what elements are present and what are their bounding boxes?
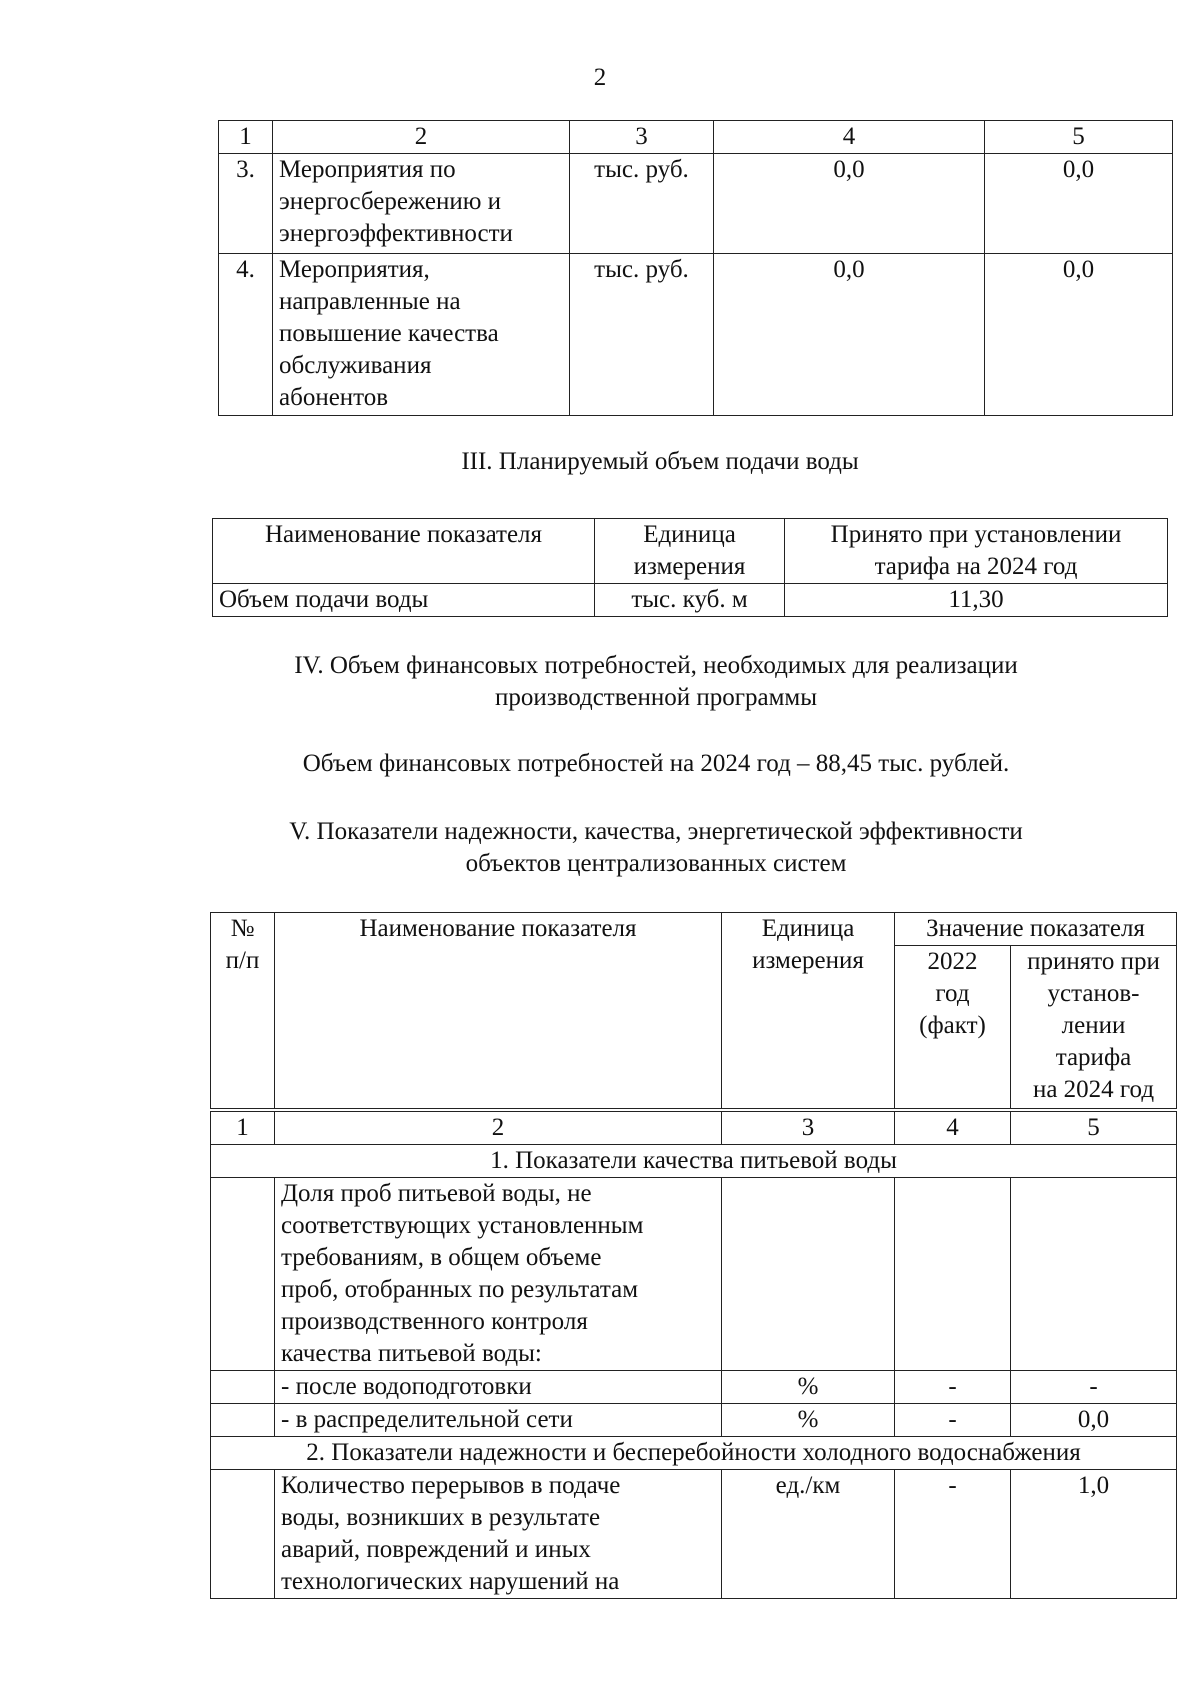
- row-value: 0,0: [985, 154, 1173, 254]
- row-value: -: [895, 1403, 1011, 1436]
- col-number: 3: [570, 121, 714, 154]
- table-row: [211, 1177, 1177, 1370]
- row-value: 0,0: [985, 254, 1173, 416]
- section-4-title: IV. Объем финансовых потребностей, необходимых для реализации производственной программы: [294, 652, 1018, 711]
- group-title: 1. Показатели качества питьевой воды: [211, 1144, 1177, 1177]
- header-num: № п/п: [211, 913, 275, 1110]
- section-3-title: III. Планируемый объем подачи воды: [461, 448, 859, 475]
- row-name: Объем подачи воды: [213, 584, 595, 617]
- table-header-row: [211, 913, 1177, 946]
- row-number: [211, 1370, 275, 1403]
- row-value: 11,30: [785, 584, 1168, 617]
- col-number: 3: [722, 1110, 895, 1145]
- col-number: 5: [985, 121, 1173, 154]
- group-row: [211, 1436, 1177, 1469]
- col-number: 4: [714, 121, 985, 154]
- activities-table: [218, 120, 1173, 416]
- water-volume-table: [212, 518, 1168, 617]
- row-name: Доля проб питьевой воды, не соответствующих установленным требованиям, в общем объеме проб, отобранных по результатам производственного контроля качества питьевой воды:: [275, 1177, 722, 1370]
- header-name: Наименование показателя: [275, 913, 722, 1110]
- header-name: Наименование показателя: [213, 519, 595, 584]
- section-4-text: Объем финансовых потребностей на 2024 год – 88,45 тыс. рублей.: [302, 750, 1010, 777]
- table-row: [219, 154, 1173, 254]
- row-number: 4.: [219, 254, 273, 416]
- row-unit: %: [722, 1403, 895, 1436]
- header-unit: Единица измерения: [722, 913, 895, 1110]
- row-unit: [722, 1177, 895, 1370]
- row-unit: тыс. руб.: [570, 154, 714, 254]
- col-number: 5: [1011, 1110, 1177, 1145]
- section-5-title: V. Показатели надежности, качества, энергетической эффективности объектов централизованных систем: [289, 818, 1023, 877]
- header-value: Принято при установлении тарифа на 2024 год: [785, 519, 1168, 584]
- col-numbers-row: [211, 1110, 1177, 1145]
- row-name: - после водоподготовки: [275, 1370, 722, 1403]
- table-row: [213, 584, 1168, 617]
- table-row: [211, 1370, 1177, 1403]
- row-name: Мероприятия по энергосбережению и энергоэффективности: [273, 154, 570, 254]
- row-number: 3.: [219, 154, 273, 254]
- col-number: 4: [895, 1110, 1011, 1145]
- header-fact: 2022 год (факт): [895, 946, 1011, 1110]
- table-row: [219, 254, 1173, 416]
- header-value: Значение показателя: [895, 913, 1177, 946]
- indicators-table: [210, 912, 1177, 1599]
- col-number: 1: [211, 1110, 275, 1145]
- row-value: 0,0: [714, 254, 985, 416]
- row-value: 0,0: [714, 154, 985, 254]
- row-number: [211, 1177, 275, 1370]
- row-value: 1,0: [1011, 1469, 1177, 1598]
- row-name: - в распределительной сети: [275, 1403, 722, 1436]
- row-unit: %: [722, 1370, 895, 1403]
- col-number: 1: [219, 121, 273, 154]
- row-number: [211, 1403, 275, 1436]
- table-row: [211, 1469, 1177, 1598]
- row-name: Количество перерывов в подаче воды, возникших в результате аварий, повреждений и иных технологических нарушений на: [275, 1469, 722, 1598]
- col-number: 2: [275, 1110, 722, 1145]
- row-unit: тыс. куб. м: [595, 584, 785, 617]
- table-row: [211, 1403, 1177, 1436]
- table-header-row: [213, 519, 1168, 584]
- page-number: 2: [593, 64, 607, 91]
- row-value: -: [895, 1469, 1011, 1598]
- header-unit: Единица измерения: [595, 519, 785, 584]
- row-unit: ед./км: [722, 1469, 895, 1598]
- group-row: [211, 1144, 1177, 1177]
- row-value: [1011, 1177, 1177, 1370]
- header-tariff: принято при установ- лении тарифа на 2024 год: [1011, 946, 1177, 1110]
- row-name: Мероприятия, направленные на повышение качества обслуживания абонентов: [273, 254, 570, 416]
- table-header-row: [219, 121, 1173, 154]
- row-number: [211, 1469, 275, 1598]
- row-value: -: [1011, 1370, 1177, 1403]
- row-value: 0,0: [1011, 1403, 1177, 1436]
- row-value: -: [895, 1370, 1011, 1403]
- col-number: 2: [273, 121, 570, 154]
- row-unit: тыс. руб.: [570, 254, 714, 416]
- row-value: [895, 1177, 1011, 1370]
- group-title: 2. Показатели надежности и бесперебойности холодного водоснабжения: [211, 1436, 1177, 1469]
